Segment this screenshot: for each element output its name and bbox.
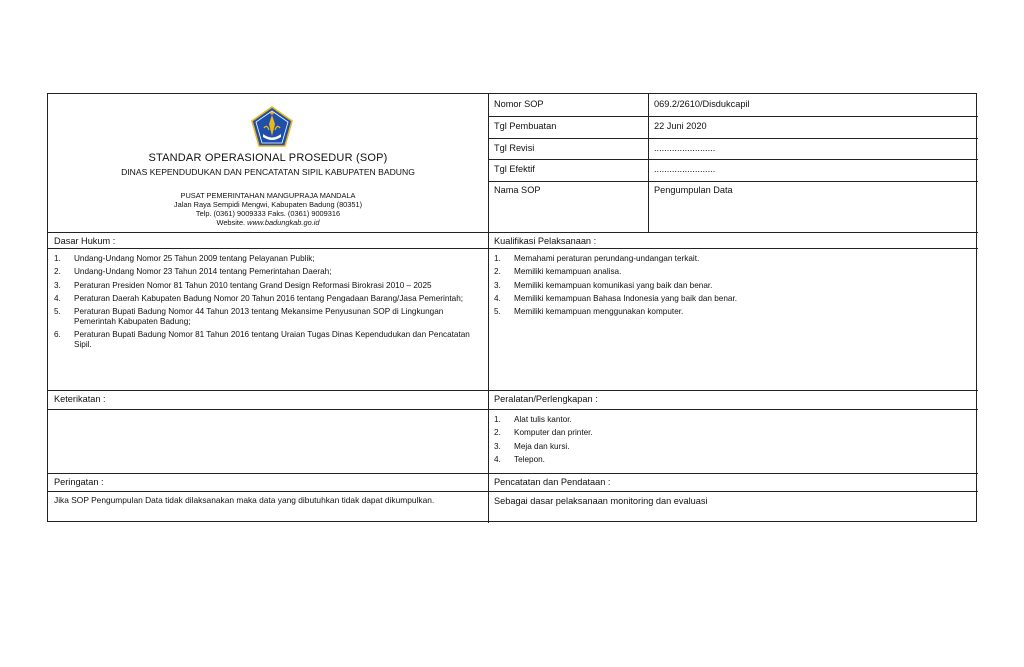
- list-item: 4. Telepon.: [494, 454, 545, 464]
- section-divider-3: [48, 473, 978, 474]
- kualifikasi-list: [494, 254, 972, 320]
- sop-table: [47, 93, 977, 522]
- section-head-line-3: [48, 491, 978, 492]
- tgl-pembuatan-label: Tgl Pembuatan: [494, 121, 557, 131]
- list-item: 5. Memiliki kemampuan menggunakan komputer.: [494, 307, 684, 317]
- list-item: 4. Memiliki kemampuan Bahasa Indonesia yang baik dan benar.: [494, 293, 738, 303]
- kualifikasi-heading: Kualifikasi Pelaksanaan :: [494, 236, 597, 246]
- pencatatan-heading: Pencatatan dan Pendataan :: [494, 477, 611, 487]
- tgl-efektif-label: Tgl Efektif: [494, 164, 535, 174]
- peralatan-heading: Peralatan/Perlengkapan :: [494, 394, 598, 404]
- section-divider-2: [48, 390, 978, 391]
- keterikatan-heading: Keterikatan :: [54, 394, 106, 404]
- dasar-hukum-heading: Dasar Hukum :: [54, 236, 116, 246]
- peralatan-list: [494, 415, 972, 468]
- address-line-1: PUSAT PEMERINTAHAN MANGUPRAJA MANDALA: [180, 191, 356, 200]
- list-item: 5. Peraturan Bupati Badung Nomor 44 Tahun 2013 tentang Mekansime Penyusunan SOP di Lingkungan Pemerintah Kabupaten Badung;: [54, 307, 444, 326]
- nomor-sop-label: Nomor SOP: [494, 99, 544, 109]
- tgl-revisi-label: Tgl Revisi: [494, 143, 535, 153]
- agency-name: DINAS KEPENDUDUKAN DAN PENCATATAN SIPIL KABUPATEN BADUNG: [121, 167, 415, 177]
- list-item: 1. Undang-Undang Nomor 25 Tahun 2009 tentang Pelayanan Publik;: [54, 254, 315, 263]
- pencatatan-text: Sebagai dasar pelaksanaan monitoring dan evaluasi: [494, 496, 708, 506]
- list-item: 2. Undang-Undang Nomor 23 Tahun 2014 tentang Pemerintahan Daerah;: [54, 267, 332, 277]
- list-item: 3. Memiliki kemampuan komunikasi yang baik dan benar.: [494, 280, 713, 290]
- address-line-3: Telp. (0361) 9009333 Faks. (0361) 9009316: [195, 209, 341, 218]
- list-item: 4. Peraturan Daerah Kabupaten Badung Nomor 20 Tahun 2016 tentang Pengadaan Barang/Jasa Pemerintah;: [54, 293, 464, 303]
- section-head-line-2: [48, 409, 978, 410]
- section-head-line-1: [48, 248, 978, 249]
- nama-sop-value: Pengumpulan Data: [654, 185, 733, 195]
- list-item: 3. Peraturan Presiden Nomor 81 Tahun 2010 tentang Grand Design Reformasi Birokrasi 2010 – 2025: [54, 280, 432, 290]
- header-bottom-line: [48, 232, 978, 233]
- sop-title: STANDAR OPERASIONAL PROSEDUR (SOP): [148, 152, 388, 164]
- tgl-pembuatan-value: 22 Juni 2020: [654, 121, 707, 131]
- tgl-efektif-value: ........................: [654, 164, 716, 174]
- tgl-revisi-value: ........................: [654, 143, 716, 153]
- peringatan-heading: Peringatan :: [54, 477, 104, 487]
- website-line: [48, 218, 488, 227]
- website-prefix: Website.: [216, 218, 246, 227]
- list-item: 1. Alat tulis kantor.: [494, 415, 572, 424]
- address-line-2: Jalan Raya Sempidi Mengwi, Kabupaten Badung (80351): [173, 200, 363, 209]
- list-item: 2. Memiliki kemampuan analisa.: [494, 267, 622, 277]
- sop-meta-block: [488, 94, 978, 232]
- dasar-hukum-list: [54, 254, 482, 353]
- nama-sop-label: Nama SOP: [494, 185, 541, 195]
- list-item: 3. Meja dan kursi.: [494, 441, 570, 451]
- list-item: 2. Komputer dan printer.: [494, 428, 593, 438]
- website-link[interactable]: www.badungkab.go.id: [247, 218, 320, 227]
- list-item: 1. Memahami peraturan perundang-undangan terkait.: [494, 254, 700, 263]
- badung-regency-emblem-icon: [250, 106, 294, 150]
- peringatan-text: Jika SOP Pengumpulan Data tidak dilaksanakan maka data yang dibutuhkan tidak dapat dikumpulkan.: [54, 495, 435, 505]
- nomor-sop-value: 069.2/2610/Disdukcapil: [654, 99, 750, 109]
- list-item: 6. Peraturan Bupati Badung Nomor 81 Tahun 2016 tentang Uraian Tugas Dinas Kependudukan dan Pencatatan Sipil.: [54, 330, 470, 350]
